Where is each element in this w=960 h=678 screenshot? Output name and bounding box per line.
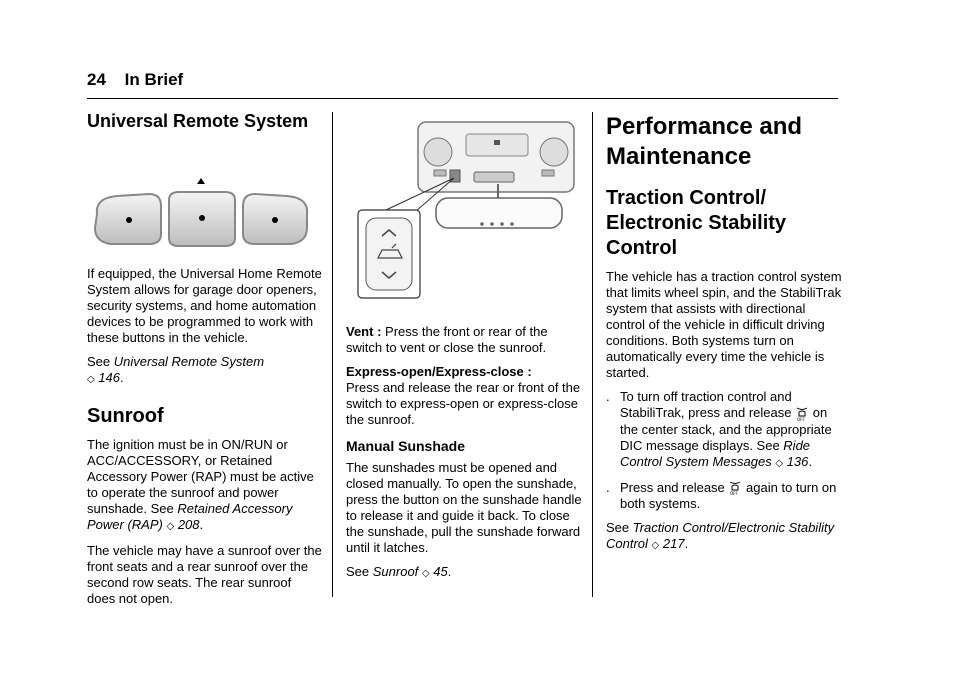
vent-paragraph: Vent : Press the front or rear of the switch to vent or close the sunroof. (346, 324, 548, 355)
universal-remote-paragraph: If equipped, the Universal Home Remote System allows for garage door openers, security systems, and home automation devices to be programmed to work with these buttons in the vehicle. (87, 266, 322, 345)
page-link[interactable]: 146 (98, 370, 121, 385)
svg-text:OFF: OFF (797, 416, 805, 422)
traction-see: See Traction Control/Electronic Stability Control ◇ 217. (606, 520, 835, 552)
column-2 (346, 110, 584, 590)
page-header (87, 70, 183, 90)
column-1 (87, 110, 323, 615)
column-3 (606, 110, 842, 562)
sunroof-paragraph-2: The vehicle may have a sunroof over the front seats and a rear sunroof over the second row seats. The rear sunroof does not open. (87, 543, 322, 606)
universal-remote-buttons-illustration (87, 152, 323, 252)
page-ref-icon: ◇ (87, 374, 95, 385)
universal-remote-see: See Universal Remote System ◇ 146. (87, 354, 265, 385)
performance-heading: Performance and Maintenance (606, 113, 803, 170)
traction-paragraph: The vehicle has a traction control system that limits wheel spin, and the StabiliTrak system that assists with directional control of the vehicle in difficult driving conditions. Both systems turn on automatically every time the vehicle is started. (606, 269, 842, 380)
manual-sunshade-heading: Manual Sunshade (346, 438, 466, 454)
page-link[interactable]: 208 (177, 517, 200, 532)
sunshade-see: See Sunroof ◇ 45. (346, 564, 452, 579)
page-link[interactable]: 136 (786, 453, 809, 469)
page-ref-icon: ◇ (421, 568, 430, 579)
universal-remote-heading: Universal Remote System (87, 111, 309, 131)
page-ref-icon: ◇ (166, 521, 175, 532)
page-number: 24 (87, 70, 106, 89)
bullet-turn-on: . Press and release OFF again to turn on both systems. (606, 479, 837, 512)
bullet-turn-off: . To turn off traction control and StabiliTrak, press and release OFF on the center stack, and the appropriate DIC message displays. See Ride Control System Messages ◇ 136. (606, 389, 832, 469)
traction-off-icon (728, 480, 742, 496)
page-link[interactable]: 45 (433, 564, 448, 579)
traction-off-icon (795, 406, 809, 422)
svg-text:OFF: OFF (730, 491, 739, 497)
column-divider (332, 112, 333, 597)
page-ref-icon: ◇ (775, 457, 784, 469)
manual-sunshade-paragraph: The sunshades must be opened and closed manually. To open the sunshade, press the button on the sunshade handle to release it and guide it back. To close the sunshade, pull the sunshade forward until it latches. (346, 460, 582, 555)
express-paragraph: Express-open/Express-close : Press and release the rear or front of the switch to express-open or express-close the sunroof. (346, 364, 581, 427)
page-link[interactable]: 217 (662, 536, 685, 552)
traction-control-heading: Traction Control/ Electronic Stability Control (606, 187, 787, 259)
page-ref-icon: ◇ (651, 540, 660, 552)
column-divider (592, 112, 593, 597)
header-rule (87, 98, 838, 99)
sunroof-heading: Sunroof (87, 405, 164, 427)
section-title: In Brief (124, 70, 184, 89)
sunroof-switch-illustration (346, 114, 584, 304)
sunroof-paragraph-1: The ignition must be in ON/RUN or ACC/ACCESSORY, or Retained Accessory Power (RAP) must be active to operate the sunroof and power sunshade. See Retained Accessory Power (RAP) ◇ 208. (87, 437, 314, 532)
